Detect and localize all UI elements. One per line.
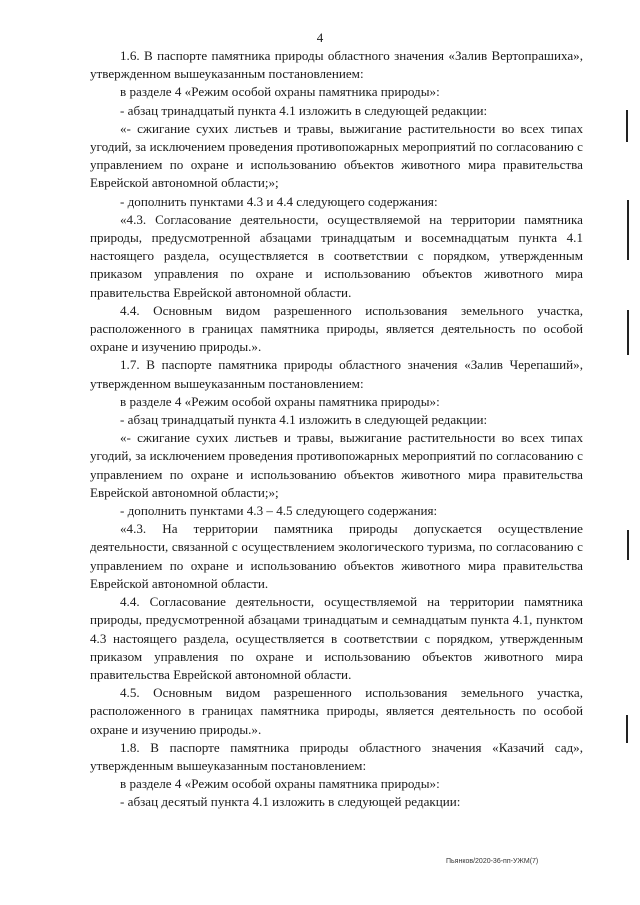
paragraph: 1.8. В паспорте памятника природы областного значения «Казачий сад», утвержденным вышеуказанным постановлением: (90, 739, 583, 773)
paragraph: - дополнить пунктами 4.3 – 4.5 следующего содержания: (120, 503, 438, 519)
document-body (90, 47, 583, 812)
paragraph: в разделе 4 «Режим особой охраны памятника природы»: (120, 776, 440, 792)
scan-edge-mark (627, 530, 629, 560)
paragraph: в разделе 4 «Режим особой охраны памятника природы»: (120, 393, 440, 409)
scan-edge-mark (627, 200, 629, 260)
document-code: Пьянков/2020-36-пп-УЖМ(7) (446, 858, 539, 865)
paragraph: «- сжигание сухих листьев и травы, выжигание растительности во всех типах угодий, за исключением проведения противопожарных мероприятий по согласованию с управлением по охране и использованию объектов животного мира правительства Еврейской автономной области;»; (90, 430, 583, 500)
scan-edge-mark (626, 110, 628, 142)
paragraph: 4.5. Основным видом разрешенного использования земельного участка, расположенного в границах памятника природы, является деятельность по особой охране и изучению природы.». (90, 685, 583, 737)
page-number: 4 (316, 30, 324, 45)
paragraph: «- сжигание сухих листьев и травы, выжигание растительности во всех типах угодий, за исключением проведения противопожарных мероприятий по согласованию с управлением по охране и использованию объектов животного мира правительства Еврейской автономной области;»; (90, 120, 583, 191)
scan-edge-mark (627, 310, 629, 355)
paragraph: 4.4. Основным видом разрешенного использования земельного участка, расположенного в границах памятника природы, является деятельность по особой охране и изучению природы.». (90, 302, 583, 355)
paragraph: - абзац десятый пункта 4.1 изложить в следующей редакции: (120, 794, 461, 810)
paragraph: - абзац тринадцатый пункта 4.1 изложить в следующей редакции: (120, 412, 488, 428)
paragraph: «4.3. На территории памятника природы допускается осуществление деятельности, связанной с осуществлением экологического туризма, по согласованию с управлением по охране и использованию объектов животного мира правительства Еврейской автономной области. (90, 521, 583, 591)
paragraph: - дополнить пунктами 4.3 и 4.4 следующего содержания: (120, 193, 438, 209)
paragraph: - абзац тринадцатый пункта 4.1 изложить в следующей редакции: (120, 102, 488, 118)
scan-edge-mark (626, 715, 628, 743)
paragraph: 1.7. В паспорте памятника природы областного значения «Залив Черепаший», утвержденном вышеуказанным постановлением: (90, 357, 583, 391)
paragraph: 4.4. Согласование деятельности, осуществляемой на территории памятника природы, предусмотренной абзацами тринадцатым и семнадцатым пункта 4.1, пунктом 4.3 настоящего раздела, осуществляется в соответствии с порядком, утвержденным приказом управления по охране и использованию объектов животного мира правительства Еврейской автономной области. (90, 594, 583, 682)
paragraph: в разделе 4 «Режим особой охраны памятника природы»: (120, 84, 440, 100)
paragraph: «4.3. Согласование деятельности, осуществляемой на территории памятника природы, предусмотренной абзацами тринадцатым и восемнадцатым пункта 4.1 настоящего раздела, осуществляется в соответствии с порядком, утвержденным приказом управления по охране и использованию объектов животного мира правительства Еврейской автономной области. (90, 211, 583, 300)
paragraph: 1.6. В паспорте памятника природы областного значения «Залив Вертопрашиха», утвержденном вышеуказанным постановлением: (90, 48, 583, 82)
